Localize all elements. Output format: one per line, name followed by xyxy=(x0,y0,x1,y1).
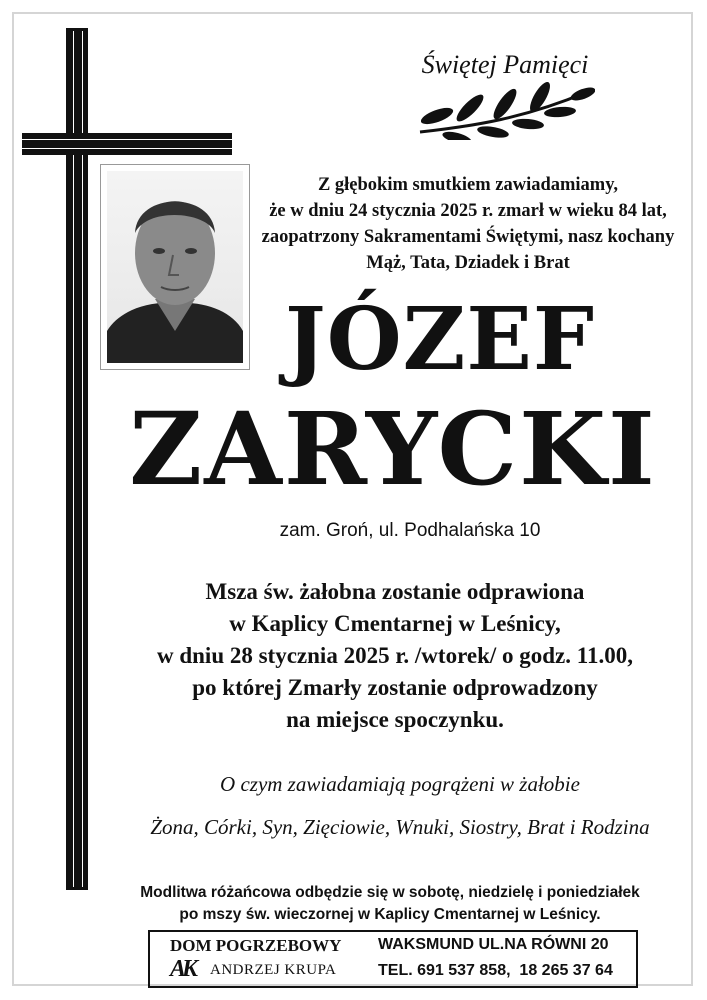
mourning-line: O czym zawiadamiają pogrążeni w żałobie xyxy=(220,772,580,796)
funeral-home-name: DOM POGRZEBOWY xyxy=(170,936,342,955)
intro-line: że w dniu 24 stycznia 2025 r. zmarł w wieku 84 lat, xyxy=(269,201,667,221)
mass-line: w Kaplicy Cmentarnej w Leśnicy, xyxy=(229,611,561,636)
intro-line: Z głębokim smutkiem zawiadamiamy, xyxy=(317,175,619,195)
residence-address: zam. Groń, ul. Podhalańska 10 xyxy=(279,520,541,541)
portrait-photo xyxy=(100,164,250,370)
funeral-home-box xyxy=(148,930,638,988)
rosary-line: Modlitwa różańcowa odbędzie się w sobotę, niedzielę i poniedziałek xyxy=(140,884,640,901)
mass-info xyxy=(100,576,690,736)
funeral-home-address: WAKSMUND UL.NA RÓWNI 20 xyxy=(378,936,609,953)
funeral-home-logo: AK xyxy=(170,956,195,982)
intro-line: Mąż, Tata, Dziadek i Brat xyxy=(366,253,570,273)
cross-vertical-beam xyxy=(66,28,88,890)
cross-horizontal-beam xyxy=(22,133,232,155)
family-list: Żona, Córki, Syn, Zięciowie, Wnuki, Siostry, Brat i Rodzina xyxy=(150,815,650,839)
portrait-image xyxy=(107,171,243,363)
rosary-line: po mszy św. wieczornej w Kaplicy Cmentarnej w Leśnicy. xyxy=(179,906,601,923)
first-name: JÓZEF xyxy=(285,289,595,390)
heading: Świętej Pamięci xyxy=(421,50,589,79)
mass-line: Msza św. żałobna zostanie odprawiona xyxy=(205,579,585,604)
funeral-home-owner: ANDRZEJ KRUPA xyxy=(210,962,337,978)
last-name: ZARYCKI xyxy=(129,390,657,508)
funeral-home-phone: TEL. 691 537 858, 18 265 37 64 xyxy=(378,962,613,979)
leaf-branch-icon xyxy=(415,82,595,140)
mass-line: po której Zmarły zostanie odprowadzony xyxy=(192,675,598,700)
intro-text xyxy=(248,172,688,276)
intro-line: zaopatrzony Sakramentami Świętymi, nasz kochany xyxy=(261,227,675,247)
rosary-info xyxy=(90,882,690,926)
mass-line: na miejsce spoczynku. xyxy=(286,707,504,732)
mass-line: w dniu 28 stycznia 2025 r. /wtorek/ o godz. 11.00, xyxy=(156,643,633,668)
